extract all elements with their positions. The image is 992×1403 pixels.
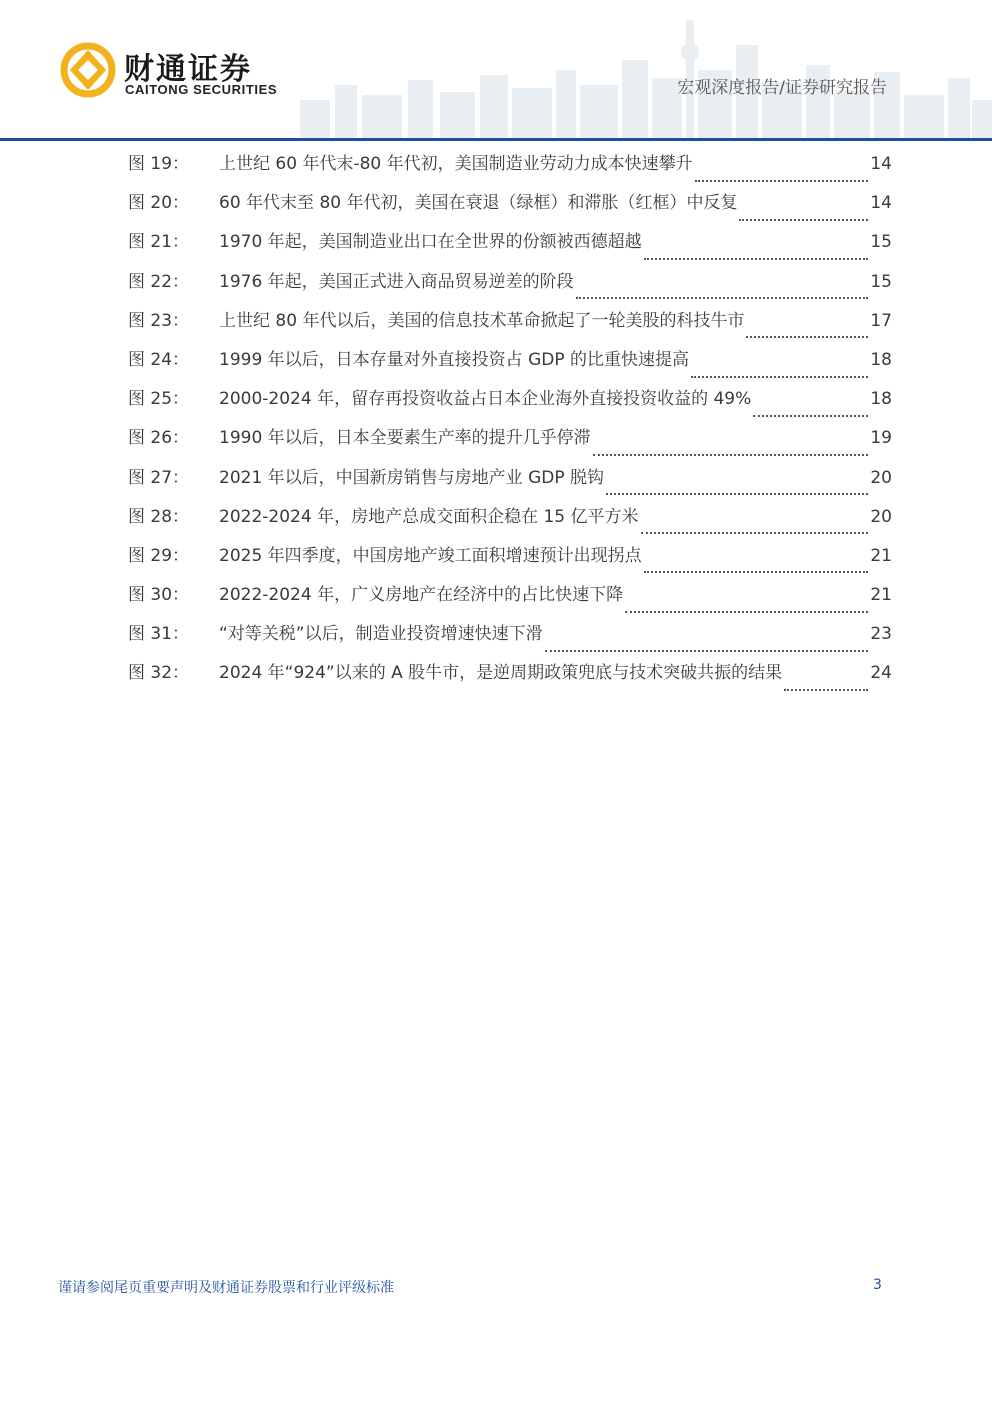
toc-leader-dots bbox=[644, 244, 869, 260]
toc-entry[interactable] bbox=[128, 426, 892, 465]
toc-page-number: 14 bbox=[870, 154, 892, 174]
toc-figure-title: 1976 年起，美国正式进入商品贸易逆差的阶段 bbox=[219, 271, 574, 292]
figure-list-toc bbox=[128, 152, 892, 701]
toc-figure-number: 图 30： bbox=[128, 585, 190, 606]
toc-page-number: 24 bbox=[870, 663, 892, 684]
toc-figure-number: 图 23： bbox=[128, 310, 190, 331]
toc-figure-title: 上世纪 60 年代末-80 年代初，美国制造业劳动力成本快速攀升 bbox=[219, 154, 693, 174]
disclaimer-note: 谨请参阅尾页重要声明及财通证券股票和行业评级标准 bbox=[58, 1280, 394, 1296]
brand-name-cn: 财通证券 bbox=[124, 52, 252, 87]
toc-entry[interactable] bbox=[128, 466, 892, 505]
toc-entry[interactable] bbox=[128, 191, 892, 230]
toc-page-number: 18 bbox=[870, 349, 892, 370]
toc-figure-title: 上世纪 80 年代以后，美国的信息技术革命掀起了一轮美股的科技牛市 bbox=[219, 310, 745, 331]
toc-figure-title: 2025 年四季度，中国房地产竣工面积增速预计出现拐点 bbox=[219, 545, 642, 566]
toc-figure-number: 图 25： bbox=[128, 389, 190, 410]
toc-leader-dots bbox=[593, 440, 869, 456]
toc-figure-number: 图 24： bbox=[128, 349, 190, 370]
toc-figure-title: “对等关税”以后，制造业投资增速快速下滑 bbox=[219, 624, 543, 645]
toc-figure-title: 2022-2024 年，房地产总成交面积企稳在 15 亿平方米 bbox=[219, 506, 639, 527]
toc-figure-title: 2022-2024 年，广义房地产在经济中的占比快速下降 bbox=[219, 585, 624, 606]
toc-entry[interactable] bbox=[128, 348, 892, 387]
toc-figure-number: 图 27： bbox=[128, 467, 190, 488]
toc-figure-title: 2000-2024 年，留存再投资收益占日本企业海外直接投资收益的 49% bbox=[219, 389, 752, 410]
toc-leader-dots bbox=[625, 597, 868, 613]
toc-page-number: 17 bbox=[870, 310, 892, 331]
toc-figure-number: 图 32： bbox=[128, 663, 190, 684]
toc-page-number: 15 bbox=[870, 232, 892, 253]
toc-figure-number: 图 19： bbox=[128, 154, 190, 174]
toc-page-number: 18 bbox=[870, 389, 892, 410]
toc-entry[interactable] bbox=[128, 270, 892, 309]
toc-entry[interactable] bbox=[128, 230, 892, 269]
toc-leader-dots bbox=[641, 518, 869, 534]
header-divider bbox=[0, 138, 992, 141]
toc-figure-number: 图 26： bbox=[128, 428, 190, 449]
toc-leader-dots bbox=[746, 322, 868, 338]
toc-figure-number: 图 29： bbox=[128, 545, 190, 566]
toc-figure-number: 图 20： bbox=[128, 193, 190, 214]
toc-figure-title: 2024 年“924”以来的 A 股牛市，是逆周期政策兜底与技术突破共振的结果 bbox=[219, 663, 783, 684]
toc-figure-title: 1999 年以后，日本存量对外直接投资占 GDP 的比重快速提高 bbox=[219, 349, 689, 370]
toc-page-number: 21 bbox=[870, 585, 892, 606]
toc-page-number: 20 bbox=[870, 467, 892, 488]
toc-page-number: 21 bbox=[870, 545, 892, 566]
toc-page-number: 15 bbox=[870, 271, 892, 292]
toc-figure-number: 图 28： bbox=[128, 506, 190, 527]
toc-figure-number: 图 22： bbox=[128, 271, 190, 292]
toc-leader-dots bbox=[606, 479, 868, 495]
toc-entry[interactable] bbox=[128, 544, 892, 583]
toc-leader-dots bbox=[784, 675, 868, 691]
toc-leader-dots bbox=[753, 401, 868, 417]
toc-figure-title: 60 年代末至 80 年代初，美国在衰退（绿框）和滞胀（红框）中反复 bbox=[219, 193, 738, 214]
toc-figure-number: 图 31： bbox=[128, 624, 190, 645]
toc-leader-dots bbox=[576, 283, 869, 299]
toc-figure-title: 2021 年以后，中国新房销售与房地产业 GDP 脱钩 bbox=[219, 467, 604, 488]
toc-entry[interactable] bbox=[128, 309, 892, 348]
toc-entry[interactable] bbox=[128, 387, 892, 426]
toc-page-number: 14 bbox=[870, 193, 892, 214]
toc-page-number: 23 bbox=[870, 624, 892, 645]
toc-figure-title: 1990 年以后，日本全要素生产率的提升几乎停滞 bbox=[219, 428, 591, 449]
page-header bbox=[0, 0, 992, 142]
page-number: 3 bbox=[873, 1277, 882, 1293]
toc-leader-dots bbox=[691, 362, 868, 378]
brand-name-en: CAITONG SECURITIES bbox=[125, 82, 278, 97]
toc-page-number: 20 bbox=[870, 506, 892, 527]
toc-entry[interactable] bbox=[128, 152, 892, 191]
toc-leader-dots bbox=[739, 205, 868, 221]
toc-entry[interactable] bbox=[128, 622, 892, 661]
toc-leader-dots bbox=[644, 557, 869, 573]
caitong-logo-icon bbox=[58, 40, 118, 100]
toc-page-number: 19 bbox=[870, 428, 892, 449]
toc-leader-dots bbox=[695, 166, 869, 182]
toc-entry[interactable] bbox=[128, 505, 892, 544]
toc-entry[interactable] bbox=[128, 661, 892, 700]
report-type-label: 宏观深度报告/证券研究报告 bbox=[677, 78, 887, 98]
toc-figure-number: 图 21： bbox=[128, 232, 190, 253]
toc-entry[interactable] bbox=[128, 583, 892, 622]
toc-figure-title: 1970 年起，美国制造业出口在全世界的份额被西德超越 bbox=[219, 232, 642, 253]
toc-leader-dots bbox=[545, 636, 869, 652]
